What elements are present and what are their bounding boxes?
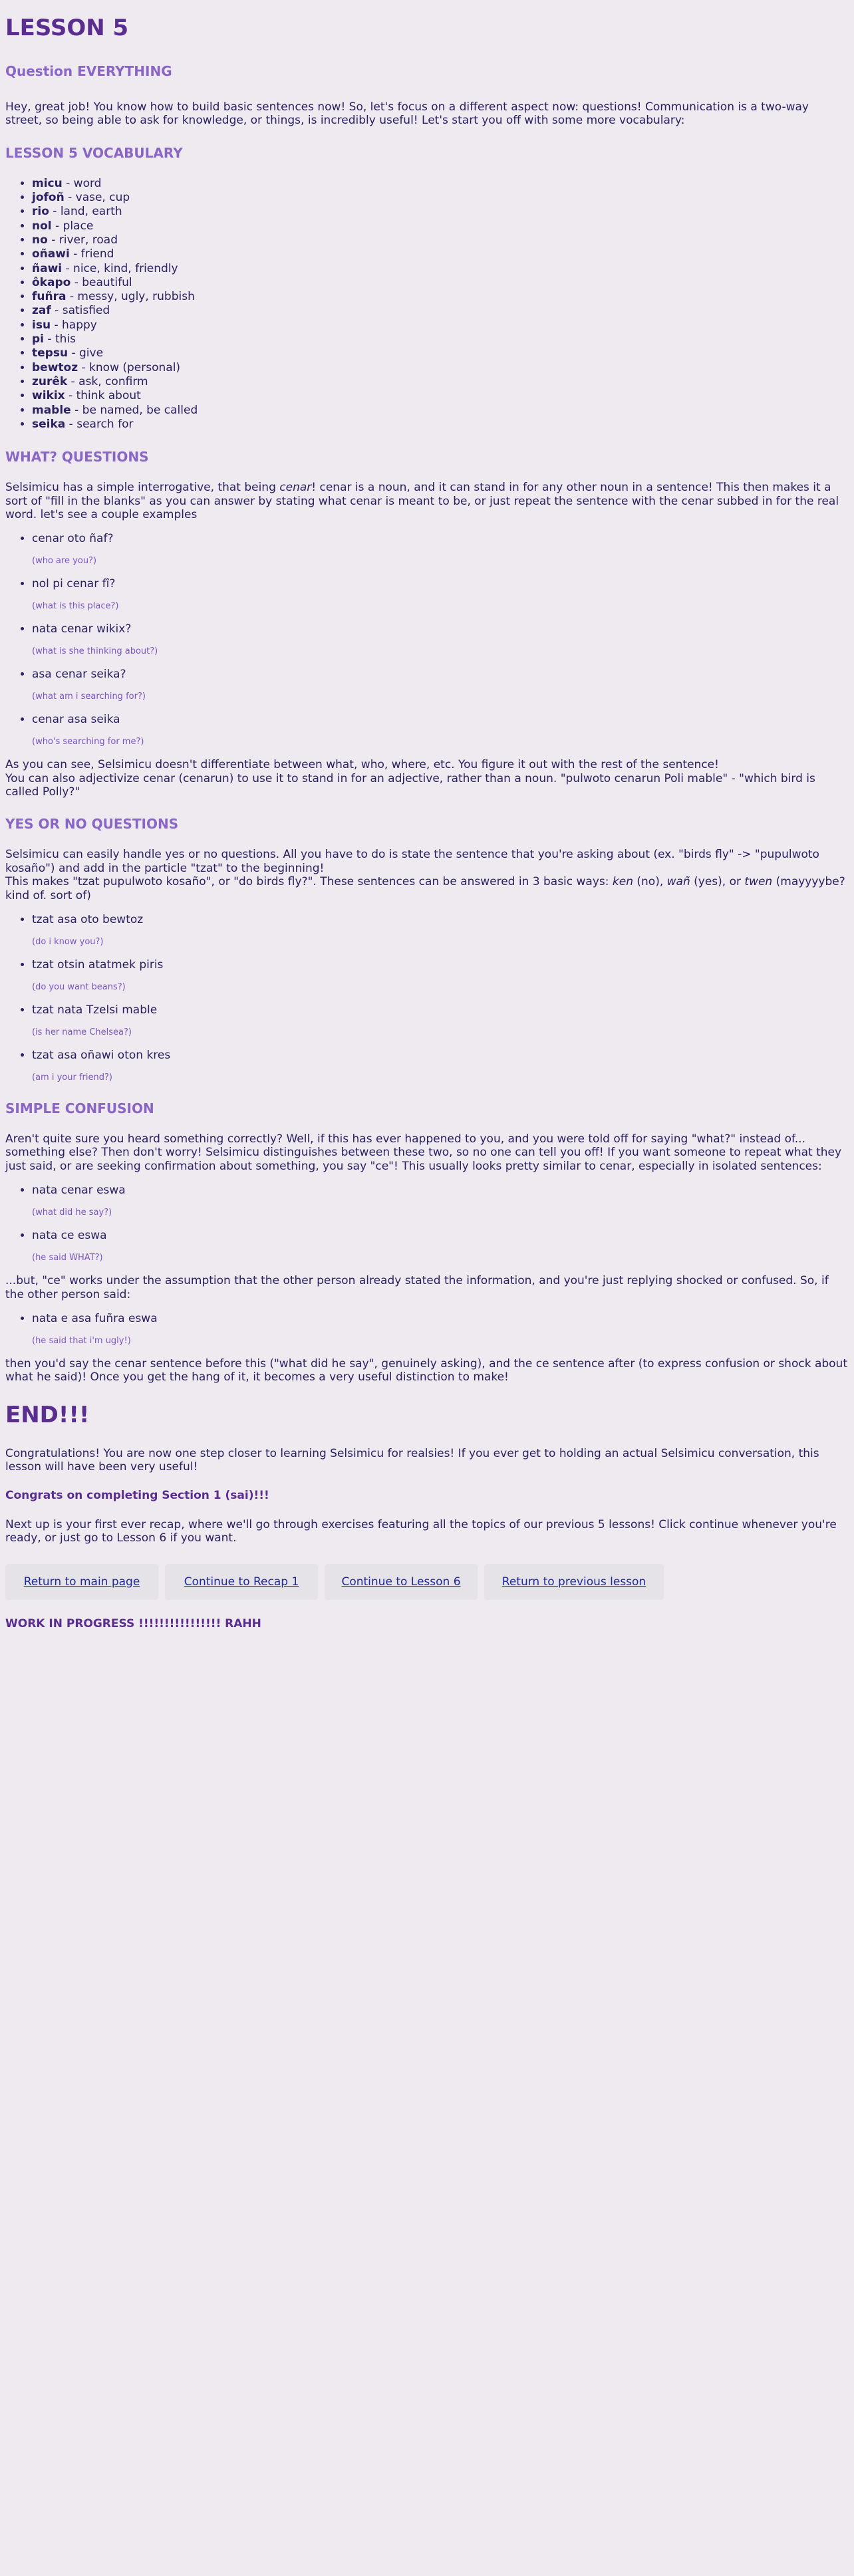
example-translation: (is her name Chelsea?)	[32, 1027, 132, 1038]
example-item	[32, 532, 849, 567]
vocab-word: micu	[32, 176, 63, 190]
example-translation: (am i your friend?)	[32, 1073, 112, 1083]
example-translation: (what is this place?)	[32, 601, 119, 612]
vocab-word: mable	[32, 403, 71, 417]
vocab-item	[32, 205, 849, 219]
lesson-subtitle: Question EVERYTHING	[5, 63, 172, 79]
vocabulary-heading: LESSON 5 VOCABULARY	[5, 144, 183, 161]
vocab-definition: - nice, kind, friendly	[62, 261, 178, 275]
vocab-definition: - this	[44, 332, 76, 346]
example-item	[32, 958, 849, 993]
vocab-definition: - word	[62, 176, 102, 190]
yes-no-paragraph-2: This makes "tzat pupulwoto kosaño", or "do birds fly?". These sentences can be answered in 3 basic ways: ken (no), wañ (yes), or twen (mayyyybe? kind of. sort of)	[5, 875, 845, 902]
example-translation: (he said that i'm ugly!)	[32, 1335, 131, 1346]
vocab-definition: - friend	[69, 247, 114, 261]
example-sentence: • nata cenar eswa	[32, 1184, 126, 1198]
vocab-word: zaf	[32, 304, 51, 318]
vocab-word: oñawi	[32, 247, 70, 261]
vocab-item	[32, 290, 849, 304]
intro-paragraph: Hey, great job! You know how to build basic sentences now! So, let's focus on a different aspect now: questions! Communication is a two-way street, so being able to ask for knowledge, or things, is incredibly useful! Let's start you off with some more vocabulary:	[5, 100, 809, 128]
yes-no-paragraph-1: Selsimicu can easily handle yes or no questions. All you have to do is state the sentence that you're asking about (ex. "birds fly" -> "pupulwoto kosaño") and add in the particle "tzat" to the beginning!	[5, 848, 819, 875]
lesson-title: LESSON 5	[5, 15, 129, 41]
yes-no-examples	[5, 913, 849, 1083]
vocab-definition: - think about	[65, 389, 141, 403]
confusion-paragraph-2: ...but, "ce" works under the assumption that the other person already stated the information, and you're just replying shocked or confused. So, if the other person said:	[5, 1274, 829, 1301]
vocab-definition: - satisfied	[51, 304, 110, 318]
vocab-definition: - place	[51, 219, 94, 233]
vocab-definition: - vase, cup	[64, 191, 130, 205]
vocab-item	[32, 346, 849, 360]
lesson-navigation	[5, 1564, 849, 1600]
vocab-item	[32, 361, 849, 375]
yes-no-heading: YES OR NO QUESTIONS	[5, 816, 179, 833]
example-translation: (what did he say?)	[32, 1208, 112, 1218]
example-item	[32, 577, 849, 612]
vocab-definition: - beautiful	[71, 275, 132, 289]
vocab-word: pi	[32, 332, 44, 346]
vocab-item	[32, 304, 849, 318]
example-sentence: • nol pi cenar fî?	[32, 577, 116, 591]
vocab-item	[32, 404, 849, 418]
example-item	[32, 622, 849, 657]
confusion-heading: SIMPLE CONFUSION	[5, 1100, 154, 1117]
vocab-definition: - happy	[51, 318, 97, 332]
example-translation: (do i know you?)	[32, 937, 104, 948]
next-up-paragraph: Next up is your first ever recap, where we'll go through exercises featuring all the topics of our previous 5 lessons! Click continue whenever you're ready, or just go to Lesson 6 if you want.	[5, 1517, 837, 1545]
return-previous-lesson-button[interactable]: Return to previous lesson	[484, 1564, 664, 1600]
example-translation: (what is she thinking about?)	[32, 646, 158, 657]
example-translation: (who's searching for me?)	[32, 737, 144, 747]
vocab-word: no	[32, 233, 48, 247]
vocab-word: tepsu	[32, 346, 69, 360]
example-item	[32, 1184, 849, 1218]
vocab-item	[32, 389, 849, 403]
vocab-definition: - be named, be called	[71, 403, 198, 417]
return-main-page-button[interactable]: Return to main page	[5, 1564, 158, 1600]
example-sentence: • cenar asa seika	[32, 713, 120, 727]
vocab-word: seika	[32, 417, 66, 431]
vocab-definition: - messy, ugly, rubbish	[66, 290, 195, 304]
section-complete-message: Congrats on completing Section 1 (sai)!!!	[5, 1488, 269, 1502]
example-translation: (what am i searching for?)	[32, 692, 146, 702]
vocab-definition: - ask, confirm	[67, 374, 148, 388]
vocab-item	[32, 233, 849, 247]
vocab-word: bewtoz	[32, 360, 78, 374]
vocab-item	[32, 191, 849, 205]
example-item	[32, 1003, 849, 1038]
vocab-item	[32, 262, 849, 276]
example-sentence: • tzat nata Tzelsi mable	[32, 1003, 158, 1017]
confusion-paragraph-3: then you'd say the cenar sentence before this ("what did he say", genuinely asking), and the ce sentence after (to express confusion or shock about what he said)! Once you get the hang of it, it becomes a very useful distinction to make!	[5, 1356, 848, 1384]
confusion-examples-2	[5, 1312, 849, 1347]
vocab-word: ñawi	[32, 261, 63, 275]
continue-recap-button[interactable]: Continue to Recap 1	[165, 1564, 318, 1600]
vocab-item	[32, 319, 849, 332]
example-sentence: • tzat asa oñawi oton kres	[32, 1049, 171, 1063]
work-in-progress-notice: WORK IN PROGRESS !!!!!!!!!!!!!!!! RAHH	[5, 1616, 261, 1630]
vocab-word: ôkapo	[32, 275, 71, 289]
example-item	[32, 913, 849, 948]
vocab-item	[32, 177, 849, 191]
example-item	[32, 1312, 849, 1347]
what-questions-examples	[5, 532, 849, 747]
vocab-word: isu	[32, 318, 51, 332]
example-sentence: • nata ce eswa	[32, 1229, 107, 1243]
vocab-definition: - know (personal)	[78, 360, 181, 374]
end-title: END!!!	[5, 1401, 90, 1428]
what-questions-outro-2: You can also adjectivize cenar (cenarun) to use it to stand in for an adjective, rather than a noun. "pulwoto cenarun Poli mable" - "which bird is called Polly?"	[5, 771, 815, 799]
example-sentence: • cenar oto ñaf?	[32, 532, 114, 546]
vocab-word: fuñra	[32, 290, 67, 304]
continue-lesson-6-button[interactable]: Continue to Lesson 6	[325, 1564, 478, 1600]
confusion-examples	[5, 1184, 849, 1263]
vocab-item	[32, 375, 849, 389]
vocab-item	[32, 276, 849, 290]
vocab-item	[32, 332, 849, 346]
example-sentence: • tzat asa oto bewtoz	[32, 913, 144, 927]
vocab-word: jofoñ	[32, 191, 65, 205]
what-questions-intro: Selsimicu has a simple interrogative, that being cenar! cenar is a noun, and it can stand in for any other noun in a sentence! This then makes it a sort of "fill in the blanks" as you can answer by stating what cenar is meant to be, or just repeat the sentence with the cenar subbed in for the real word. let's see a couple examples	[5, 481, 839, 521]
vocab-item	[32, 418, 849, 432]
vocab-word: rio	[32, 205, 49, 219]
example-item	[32, 713, 849, 747]
example-item	[32, 1049, 849, 1083]
example-translation: (he said WHAT?)	[32, 1253, 103, 1263]
example-translation: (who are you?)	[32, 556, 97, 567]
vocab-definition: - give	[68, 346, 104, 360]
vocab-word: nol	[32, 219, 52, 233]
vocab-definition: - search for	[65, 417, 134, 431]
vocab-word: wikix	[32, 389, 65, 403]
example-sentence: • nata e asa fuñra eswa	[32, 1311, 158, 1325]
vocabulary-list	[5, 177, 849, 432]
vocab-item	[32, 247, 849, 261]
example-translation: (do you want beans?)	[32, 982, 126, 993]
example-sentence: • nata cenar wikix?	[32, 622, 132, 636]
what-questions-outro-1: As you can see, Selsimicu doesn't differentiate between what, who, where, etc. You figure it out with the rest of the sentence!	[5, 758, 719, 772]
vocab-definition: - land, earth	[49, 205, 122, 219]
confusion-paragraph-1: Aren't quite sure you heard something correctly? Well, if this has ever happened to you, and you were told off for saying "what?" instead of... something else? Then don't worry! Selsimicu distinguishes between these two, so no one can tell you off! If you want someone to repeat what they just said, or are seeking confirmation about something, you say "ce"! This usually looks pretty similar to cenar, especially in isolated sentences:	[5, 1132, 842, 1173]
what-questions-heading: WHAT? QUESTIONS	[5, 449, 149, 465]
vocab-item	[32, 219, 849, 233]
end-congrats: Congratulations! You are now one step closer to learning Selsimicu for realsies! If you ever get to holding an actual Selsimicu conversation, this lesson will have been very useful!	[5, 1446, 819, 1474]
example-sentence: • tzat otsin atatmek piris	[32, 958, 164, 972]
example-item	[32, 668, 849, 702]
example-sentence: • asa cenar seika?	[32, 668, 126, 682]
example-item	[32, 1229, 849, 1263]
vocab-word: zurêk	[32, 374, 68, 388]
vocab-definition: - river, road	[47, 233, 118, 247]
